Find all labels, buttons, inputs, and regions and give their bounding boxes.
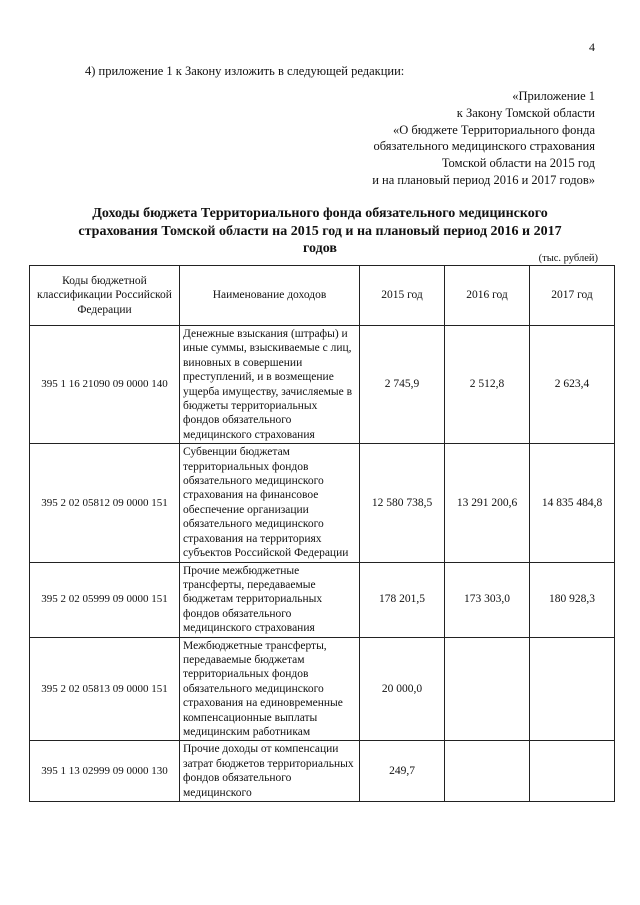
cell-2015: 12 580 738,5 [360,444,445,562]
appendix-line: «Приложение 1 [512,89,595,103]
cell-2017 [530,741,615,802]
revenue-table [29,265,615,802]
appendix-line: к Закону Томской области [456,105,595,120]
cell-2016 [445,741,530,802]
cell-2015: 249,7 [360,741,445,802]
cell-name: Субвенции бюджетам территориальных фондов обязательного медицинского страхования на финансовое обеспечение организации обязательного медицинского страхования на территориях субъектов Российской Федерации [180,444,360,562]
cell-2017: 180 928,3 [530,562,615,637]
cell-name: Прочие межбюджетные трансферты, передаваемые бюджетам территориальных фондов обязательного медицинского страхования [180,562,360,637]
cell-code: 395 1 13 02999 09 0000 130 [30,741,180,802]
title-line: страхования Томской области на 2015 год и на плановый период 2016 и 2017 [78,223,562,239]
units-label: (тыс. рублей) [538,253,598,264]
cell-2015: 2 745,9 [360,326,445,444]
document-title [30,205,610,258]
header-2016: 2016 год [445,266,530,326]
header-2015: 2015 год [360,266,445,326]
table-row [30,444,615,562]
title-line: годов [303,241,337,256]
appendix-reference [372,88,595,189]
cell-2017: 14 835 484,8 [530,444,615,562]
appendix-line: «О бюджете Территориального фонда [392,122,595,137]
cell-code: 395 1 16 21090 09 0000 140 [30,326,180,444]
table-row [30,562,615,637]
cell-name: Денежные взыскания (штрафы) и иные суммы, взыскиваемые с лиц, виновных в совершении преступлений, и в возмещение ущерба имуществу, зачисляемые в бюджеты территориальных фондов обязательного медицинского страхования [180,326,360,444]
title-line: Доходы бюджета Территориального фонда обязательного медицинского [92,206,548,221]
cell-code: 395 2 02 05999 09 0000 151 [30,562,180,637]
cell-2016: 2 512,8 [445,326,530,444]
appendix-line: обязательного медицинского страхования [373,139,595,154]
table-row [30,741,615,802]
intro-text: 4) приложение 1 к Закону изложить в следующей редакции: [85,64,405,78]
page-number: 4 [589,40,595,54]
appendix-line: и на плановый период 2016 и 2017 годов» [372,172,595,187]
header-code: Коды бюджетной классификации Российской Федерации [30,266,180,326]
cell-name: Прочие доходы от компенсации затрат бюджетов территориальных фондов обязательного медицинского [180,741,360,802]
cell-2016: 13 291 200,6 [445,444,530,562]
cell-name: Межбюджетные трансферты, передаваемые бюджетам территориальных фондов обязательного медицинского страхования на единовременные компенсационные выплаты медицинским работникам [180,637,360,741]
appendix-line: Томской области на 2015 год [441,156,595,171]
cell-2015: 20 000,0 [360,637,445,741]
page-bottom-margin [0,846,640,905]
cell-2016 [445,637,530,741]
cell-2016: 173 303,0 [445,562,530,637]
table-row [30,326,615,444]
table-row [30,637,615,741]
cell-code: 395 2 02 05813 09 0000 151 [30,637,180,741]
cell-code: 395 2 02 05812 09 0000 151 [30,444,180,562]
table-header-row [30,266,615,326]
cell-2017 [530,637,615,741]
cell-2015: 178 201,5 [360,562,445,637]
cell-2017: 2 623,4 [530,326,615,444]
header-name: Наименование доходов [180,266,360,326]
header-2017: 2017 год [530,266,615,326]
